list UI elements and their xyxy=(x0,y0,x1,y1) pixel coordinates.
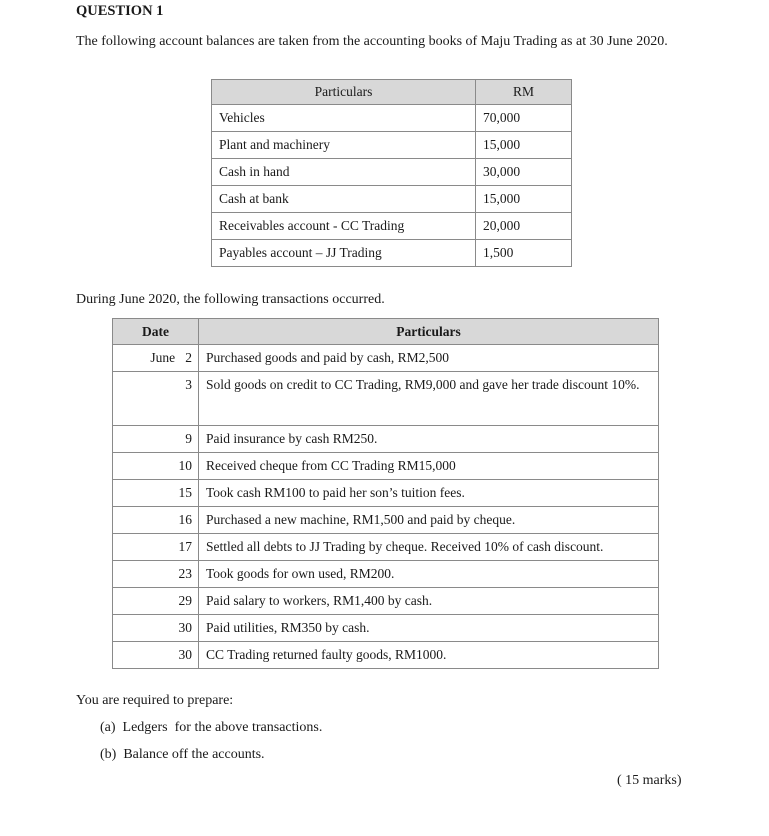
transaction-text: Took goods for own used, RM200. xyxy=(199,561,659,588)
transaction-date: 10 xyxy=(113,453,199,480)
transaction-date: 16 xyxy=(113,507,199,534)
balances-header-row xyxy=(212,80,572,105)
table-row xyxy=(113,480,659,507)
balance-amount: 30,000 xyxy=(476,159,572,186)
balance-amount: 70,000 xyxy=(476,105,572,132)
transactions-header-date: Date xyxy=(113,319,199,345)
transactions-table xyxy=(112,318,659,669)
transaction-date: 30 xyxy=(113,642,199,669)
balance-particular: Plant and machinery xyxy=(212,132,476,159)
table-row xyxy=(212,132,572,159)
table-row xyxy=(113,345,659,372)
table-row xyxy=(113,642,659,669)
transaction-text: Sold goods on credit to CC Trading, RM9,000 and gave her trade discount 10%. xyxy=(199,372,659,426)
balances-header-particulars: Particulars xyxy=(212,80,476,105)
balance-particular: Cash in hand xyxy=(212,159,476,186)
table-row xyxy=(113,615,659,642)
table-row xyxy=(113,534,659,561)
marks-label: ( 15 marks) xyxy=(617,773,682,788)
table-row xyxy=(113,426,659,453)
table-row xyxy=(212,186,572,213)
transactions-intro: During June 2020, the following transactions occurred. xyxy=(76,292,385,307)
balance-particular: Cash at bank xyxy=(212,186,476,213)
table-row xyxy=(212,240,572,267)
table-row xyxy=(212,105,572,132)
balance-amount: 1,500 xyxy=(476,240,572,267)
requirement-a: (a) Ledgers for the above transactions. xyxy=(100,720,323,735)
transaction-text: Purchased a new machine, RM1,500 and paid by cheque. xyxy=(199,507,659,534)
transaction-text: CC Trading returned faulty goods, RM1000. xyxy=(199,642,659,669)
transaction-date: 23 xyxy=(113,561,199,588)
table-row xyxy=(212,213,572,240)
transaction-text: Paid utilities, RM350 by cash. xyxy=(199,615,659,642)
transaction-date: June 2 xyxy=(113,345,199,372)
intro-paragraph: The following account balances are taken from the accounting books of Maju Trading as at 30 June 2020. xyxy=(76,34,668,49)
transaction-date: 9 xyxy=(113,426,199,453)
balances-header-amount: RM xyxy=(476,80,572,105)
table-row xyxy=(212,159,572,186)
transaction-date: 29 xyxy=(113,588,199,615)
transaction-text: Purchased goods and paid by cash, RM2,500 xyxy=(199,345,659,372)
balance-amount: 15,000 xyxy=(476,186,572,213)
table-row xyxy=(113,561,659,588)
transactions-header-row xyxy=(113,319,659,345)
question-title: QUESTION 1 xyxy=(76,3,164,19)
balance-amount: 20,000 xyxy=(476,213,572,240)
requirement-b: (b) Balance off the accounts. xyxy=(100,747,265,762)
transaction-text: Took cash RM100 to paid her son’s tuition fees. xyxy=(199,480,659,507)
balance-particular: Vehicles xyxy=(212,105,476,132)
balances-table xyxy=(211,79,572,267)
transactions-header-particulars: Particulars xyxy=(199,319,659,345)
balance-amount: 15,000 xyxy=(476,132,572,159)
transaction-text: Settled all debts to JJ Trading by cheque. Received 10% of cash discount. xyxy=(199,534,659,561)
table-row xyxy=(113,453,659,480)
requirements-intro: You are required to prepare: xyxy=(76,693,234,708)
balance-particular: Receivables account - CC Trading xyxy=(212,213,476,240)
transaction-date: 15 xyxy=(113,480,199,507)
transaction-date: 3 xyxy=(113,372,199,426)
transaction-date: 30 xyxy=(113,615,199,642)
table-row xyxy=(113,372,659,426)
transaction-date: 17 xyxy=(113,534,199,561)
table-row xyxy=(113,507,659,534)
balance-particular: Payables account – JJ Trading xyxy=(212,240,476,267)
transaction-text: Received cheque from CC Trading RM15,000 xyxy=(199,453,659,480)
transaction-text: Paid salary to workers, RM1,400 by cash. xyxy=(199,588,659,615)
table-row xyxy=(113,588,659,615)
transaction-text: Paid insurance by cash RM250. xyxy=(199,426,659,453)
